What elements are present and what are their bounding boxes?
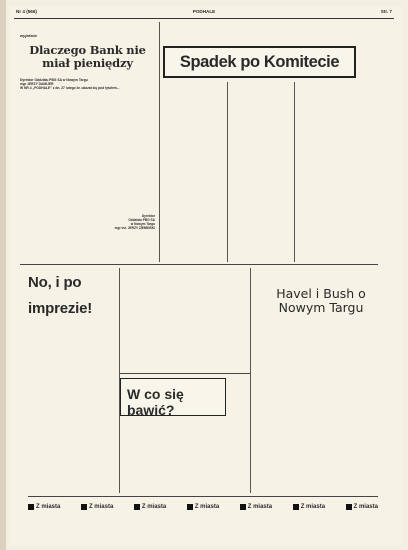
square-bullet-icon bbox=[346, 504, 352, 510]
footer-item: Z miasta bbox=[187, 504, 219, 510]
square-bullet-icon bbox=[240, 504, 246, 510]
article-title: Dlaczego Bank nie miał pieniędzy bbox=[29, 43, 146, 70]
footer-item: Z miasta bbox=[240, 504, 272, 510]
article-byline bbox=[20, 78, 155, 90]
square-bullet-icon bbox=[293, 504, 299, 510]
section-footer bbox=[28, 501, 378, 513]
footer-rule bbox=[28, 496, 378, 497]
square-bullet-icon bbox=[187, 504, 193, 510]
column-rule bbox=[227, 82, 228, 262]
article-komitet-title-box bbox=[163, 46, 356, 78]
column-rule bbox=[294, 82, 295, 262]
footer-item: Z miasta bbox=[293, 504, 325, 510]
footer-item: Z miasta bbox=[28, 504, 60, 510]
article-title: Spadek po Komitecie bbox=[179, 53, 340, 71]
section-rule bbox=[20, 264, 378, 265]
page-header bbox=[14, 6, 394, 19]
square-bullet-icon bbox=[81, 504, 87, 510]
column-rule bbox=[250, 268, 251, 493]
signature-line: Dyrektor bbox=[141, 214, 155, 218]
footer-item: Z miasta bbox=[346, 504, 378, 510]
page-edge bbox=[0, 0, 6, 550]
article-signature bbox=[20, 214, 155, 230]
byline-line: Dyrektor Oddziału PBG SA w Nowym Targu bbox=[20, 78, 88, 82]
byline-line: mgr JERZY DAMIJER bbox=[20, 82, 54, 86]
article-kicker: wyjaśnia bbox=[20, 33, 37, 38]
byline-line: W NR 4 „PODHALE” z dn. 27 lutego br. ukazał się pod tytułem... bbox=[20, 86, 120, 90]
signature-line: mgr inż. JERZY ZIEMIŃSKI bbox=[114, 226, 155, 230]
article-bank bbox=[20, 33, 155, 230]
square-bullet-icon bbox=[28, 504, 34, 510]
page-number: Str. 7 bbox=[380, 9, 392, 14]
signature-line: w Nowym Targu bbox=[130, 222, 155, 226]
signature-line: Oddziału PBG SA bbox=[128, 218, 155, 222]
footer-item: Z miasta bbox=[134, 504, 166, 510]
section-rule bbox=[120, 373, 250, 374]
article-title: Havel i Bush o Nowym Targu bbox=[276, 286, 366, 315]
square-bullet-icon bbox=[134, 504, 140, 510]
footer-item: Z miasta bbox=[81, 504, 113, 510]
article-title: No, i po imprezie! bbox=[28, 274, 93, 317]
masthead: PODHALE bbox=[192, 9, 216, 14]
article-title: W co się bawić? bbox=[127, 386, 184, 418]
issue-number: Nr 4 (566) bbox=[16, 9, 37, 14]
article-body bbox=[20, 94, 155, 214]
column-rule bbox=[159, 22, 160, 262]
